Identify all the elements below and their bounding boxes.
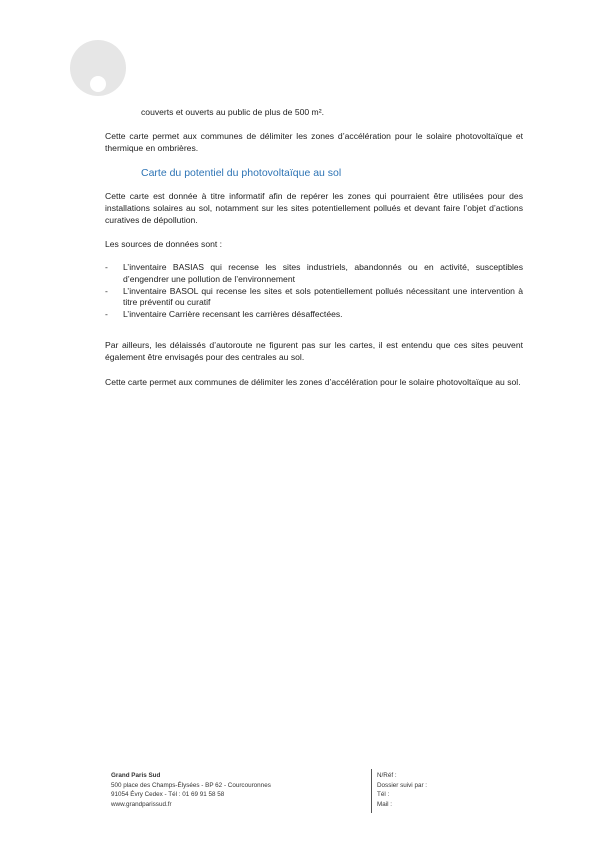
- footer-followed-by: Dossier suivi par :: [377, 781, 428, 789]
- paragraph-conclusion: Cette carte permet aux communes de délimiter les zones d’accélération pour le solaire photovoltaïque au sol.: [105, 377, 521, 387]
- list-item: [105, 286, 523, 310]
- list-item: [105, 309, 523, 321]
- section-heading: Carte du potentiel du photovoltaïque au sol: [141, 167, 342, 179]
- paragraph-informatif: Cette carte est donnée à titre informatif afin de repérer les zones qui pourraient être utilisées pour des installations solaires au sol, notamment sur les sites potentiellement pollués et devant faire l’objet d’actions curatives de dépollution.: [105, 191, 523, 225]
- footer-address-block: [111, 771, 271, 809]
- footer-org-name: Grand Paris Sud: [111, 772, 161, 779]
- paragraph-delaisses: Par ailleurs, les délaissés d’autoroute ne figurent pas sur les cartes, il est entendu que ces sites peuvent également être envisagés pour des centrales au sol.: [105, 340, 523, 362]
- intro-line: couverts et ouverts au public de plus de 500 m².: [141, 107, 324, 117]
- footer-divider: [371, 769, 372, 813]
- footer-city-phone: 91054 Évry Cedex - Tél : 01 69 91 58 58: [111, 791, 225, 799]
- footer-mail: Mail :: [377, 800, 393, 808]
- list-item: [105, 262, 523, 286]
- footer-address: 500 place des Champs-Élysées - BP 62 - Courcouronnes: [111, 781, 271, 789]
- footer-phone: Tél :: [377, 791, 390, 799]
- bullet-dash: -: [105, 285, 108, 296]
- list-item-text: L’inventaire Carrière recensant les carrières désaffectées.: [123, 309, 343, 320]
- list-item-text: L’inventaire BASIAS qui recense les sites industriels, abandonnés ou en activité, susceptibles d’engendrer une pollution de l’environnement: [123, 262, 523, 284]
- grand-paris-sud-logo: [70, 40, 126, 96]
- bullet-dash: -: [105, 262, 108, 272]
- paragraph-ombrieres: Cette carte permet aux communes de délimiter les zones d’accélération pour le solaire photovoltaïque et thermique en ombrières.: [105, 131, 523, 153]
- sources-list: [105, 262, 523, 321]
- sources-intro: Les sources de données sont :: [105, 239, 223, 249]
- footer-website: www.grandparissud.fr: [111, 800, 172, 808]
- footer-reference-block: [377, 771, 427, 809]
- list-item-text: L’inventaire BASOL qui recense les sites et sols potentiellement pollués nécessitant une intervention à titre préventif ou curatif: [123, 285, 523, 308]
- bullet-dash: -: [105, 309, 108, 320]
- footer-ref: N/Réf :: [377, 772, 397, 779]
